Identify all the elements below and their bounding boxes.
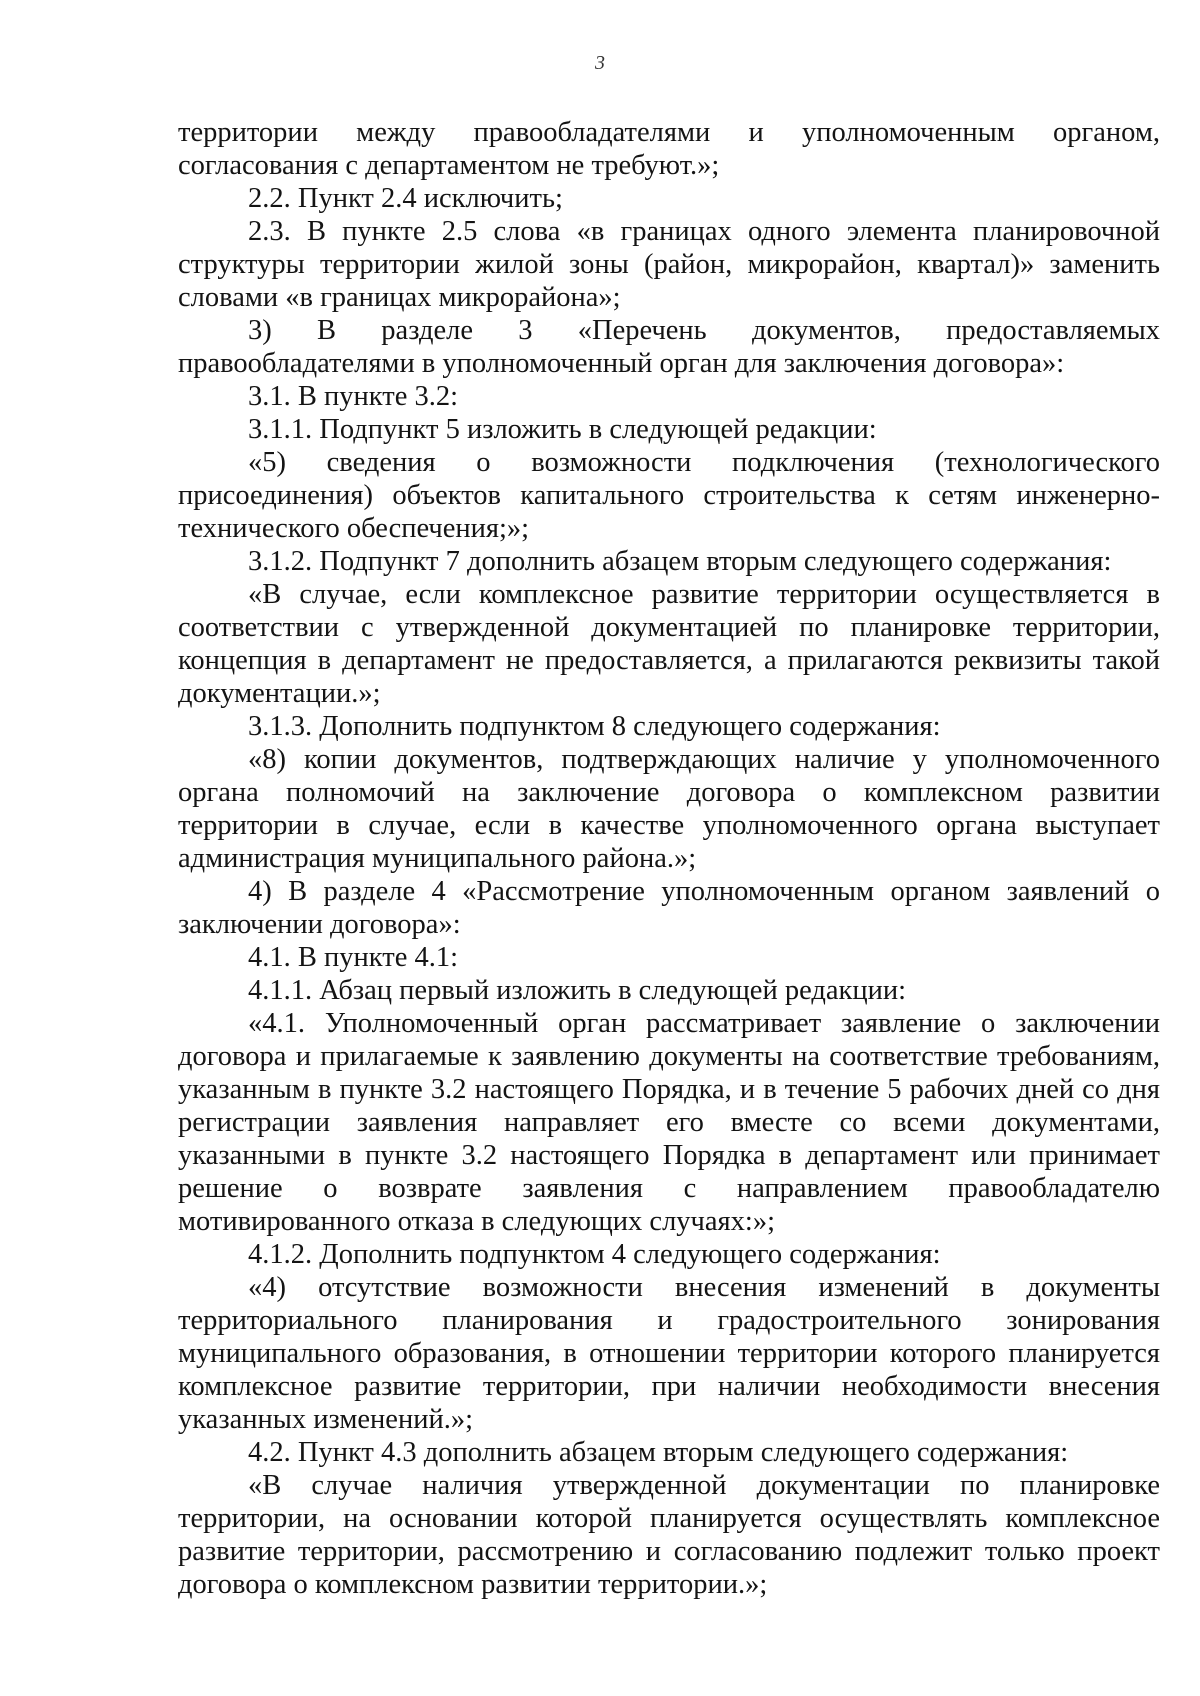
paragraph: 2.2. Пункт 2.4 исключить; [248, 183, 563, 214]
paragraph: 4.2. Пункт 4.3 дополнить абзацем вторым следующего содержания: [248, 1437, 1069, 1468]
page-number: 3 [595, 52, 605, 74]
paragraph: 4.1.2. Дополнить подпунктом 4 следующего содержания: [248, 1239, 941, 1270]
document-body [178, 116, 1160, 1601]
paragraph: 3.1. В пункте 3.2: [248, 381, 459, 412]
paragraph: 3.1.3. Дополнить подпунктом 8 следующего содержания: [248, 711, 941, 742]
paragraph: 3.1.1. Подпункт 5 изложить в следующей редакции: [248, 414, 877, 445]
paragraph: «5) сведения о возможности подключения (технологического присоединения) объектов капитального строительства к сетям инженерно-технического обеспечения;»; [178, 447, 1160, 544]
paragraph: 2.3. В пункте 2.5 слова «в границах одного элемента планировочной структуры территории жилой зоны (район, микрорайон, квартал)» заменить словами «в границах микрорайона»; [178, 216, 1160, 313]
paragraph: 4) В разделе 4 «Рассмотрение уполномоченным органом заявлений о заключении договора»: [178, 876, 1160, 940]
paragraph: 3.1.2. Подпункт 7 дополнить абзацем вторым следующего содержания: [248, 546, 1112, 577]
paragraph: «4.1. Уполномоченный орган рассматривает заявление о заключении договора и прилагаемые к заявлению документы на соответствие требованиям, указанным в пункте 3.2 настоящего Порядка, и в течение 5 рабочих дней со дня регистрации заявления направляет его вместе со всеми документами, указанными в пункте 3.2 настоящего Порядка в департамент или принимает решение о возврате заявления с направлением правообладателю мотивированного отказа в следующих случаях:»; [178, 1008, 1160, 1237]
paragraph: территории между правообладателями и уполномоченным органом, согласования с департаментом не требуют.»; [178, 117, 1160, 181]
paragraph: «В случае наличия утвержденной документации по планировке территории, на основании которой планируется осуществлять комплексное развитие территории, рассмотрению и согласованию подлежит только проект договора о комплексном развитии территории.»; [178, 1470, 1160, 1600]
paragraph: 4.1. В пункте 4.1: [248, 942, 459, 973]
paragraph: 4.1.1. Абзац первый изложить в следующей редакции: [248, 975, 907, 1006]
paragraph: «В случае, если комплексное развитие территории осуществляется в соответствии с утвержденной документацией по планировке территории, концепция в департамент не предоставляется, а прилагаются реквизиты такой документации.»; [178, 579, 1160, 709]
paragraph: «8) копии документов, подтверждающих наличие у уполномоченного органа полномочий на заключение договора о комплексном развитии территории в случае, если в качестве уполномоченного органа выступает администрация муниципального района.»; [178, 744, 1160, 874]
paragraph: «4) отсутствие возможности внесения изменений в документы территориального планирования и градостроительного зонирования муниципального образования, в отношении территории которого планируется комплексное развитие территории, при наличии необходимости внесения указанных изменений.»; [178, 1272, 1160, 1435]
paragraph: 3) В разделе 3 «Перечень документов, предоставляемых правообладателями в уполномоченный орган для заключения договора»: [178, 315, 1160, 379]
